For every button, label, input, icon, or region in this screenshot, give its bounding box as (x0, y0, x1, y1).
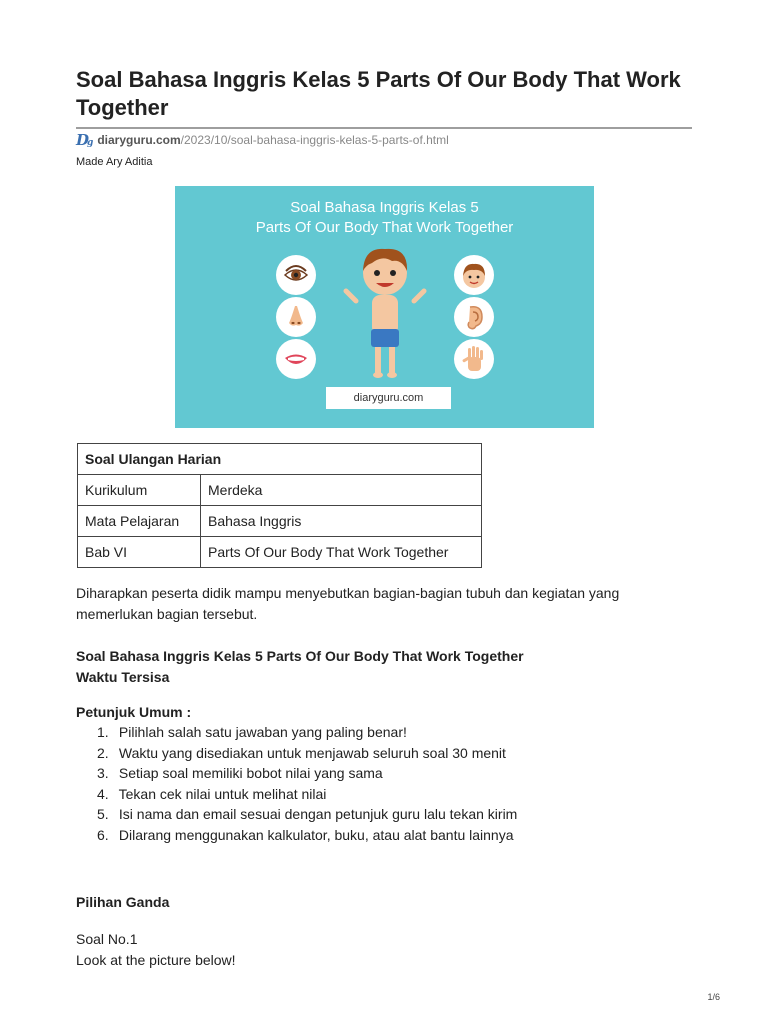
banner-title-line-2: Parts Of Our Body That Work Together (255, 219, 514, 236)
intro-paragraph: Diharapkan peserta didik mampu menyebutkan bagian-bagian tubuh dan kegiatan yang memerlukan bagian tersebut. (76, 585, 620, 622)
table-cell-label: Bab VI (78, 537, 201, 568)
list-item (97, 763, 517, 784)
nose-icon (276, 297, 316, 337)
list-item-text: Pilihlah salah satu jawaban yang paling benar! (118, 724, 407, 740)
page-indicator: 1/6 (707, 992, 720, 1002)
table-cell-label: Kurikulum (78, 475, 201, 506)
list-item-number: 6. (97, 826, 109, 843)
instructions-title: Petunjuk Umum : (76, 704, 192, 720)
list-item (97, 825, 517, 846)
timer-label: Waktu Tersisa (76, 669, 170, 685)
title-divider (76, 127, 692, 129)
list-item-number: 5. (97, 806, 109, 822)
author-name: Made Ary Aditia (76, 156, 153, 168)
banner-site-label: diaryguru.com (326, 387, 451, 409)
source-line (76, 132, 449, 148)
list-item-text: Setiap soal memiliki bobot nilai yang sama (118, 765, 383, 781)
list-item-text: Waktu yang disediakan untuk menjawab seluruh soal 30 menit (118, 744, 506, 761)
quiz-heading-block (76, 646, 524, 688)
table-row (78, 537, 482, 568)
ear-icon (454, 297, 494, 337)
hand-icon (454, 339, 494, 379)
eye-icon (276, 255, 316, 295)
instructions-list (97, 722, 517, 845)
list-item-number: 3. (97, 765, 109, 781)
table-cell-value: Bahasa Inggris (201, 506, 482, 537)
question-text: Look at the picture below! (76, 952, 236, 968)
list-item-number: 2. (97, 744, 109, 761)
mouth-icon (276, 339, 316, 379)
list-item-text: Dilarang menggunakan kalkulator, buku, atau alat bantu lainnya (118, 826, 514, 843)
info-table-header: Soal Ulangan Harian (78, 444, 482, 475)
quiz-heading: Soal Bahasa Inggris Kelas 5 Parts Of Our Body That Work Together (76, 648, 524, 664)
list-item-text: Isi nama dan email sesuai dengan petunjuk guru lalu tekan kirim (118, 806, 518, 822)
page-title: Soal Bahasa Inggris Kelas 5 Parts Of Our Body That Work Together (76, 67, 681, 120)
list-item-number: 4. (97, 785, 109, 802)
table-cell-value: Merdeka (201, 475, 482, 506)
list-item (97, 804, 517, 825)
list-item (97, 743, 517, 764)
info-table (77, 443, 482, 568)
multiple-choice-title: Pilihan Ganda (76, 894, 170, 910)
table-cell-label: Mata Pelajaran (78, 506, 201, 537)
list-item (97, 784, 517, 805)
boy-illustration (342, 243, 428, 383)
question-number: Soal No.1 (76, 931, 138, 947)
diaryguru-logo-icon: Dg (76, 131, 94, 149)
table-row (78, 475, 482, 506)
table-row (78, 506, 482, 537)
info-table-header-row (78, 444, 482, 475)
article-banner-image (175, 186, 594, 428)
face-icon (454, 255, 494, 295)
banner-title (175, 198, 594, 238)
source-domain-link[interactable]: diaryguru.com (97, 133, 181, 147)
list-item (97, 722, 517, 743)
list-item-number: 1. (97, 724, 109, 740)
banner-title-line-1: Soal Bahasa Inggris Kelas 5 (290, 199, 479, 216)
list-item-text: Tekan cek nilai untuk melihat nilai (118, 785, 327, 802)
source-path-link[interactable]: /2023/10/soal-bahasa-inggris-kelas-5-parts-of.html (180, 133, 449, 147)
table-cell-value: Parts Of Our Body That Work Together (201, 537, 482, 568)
